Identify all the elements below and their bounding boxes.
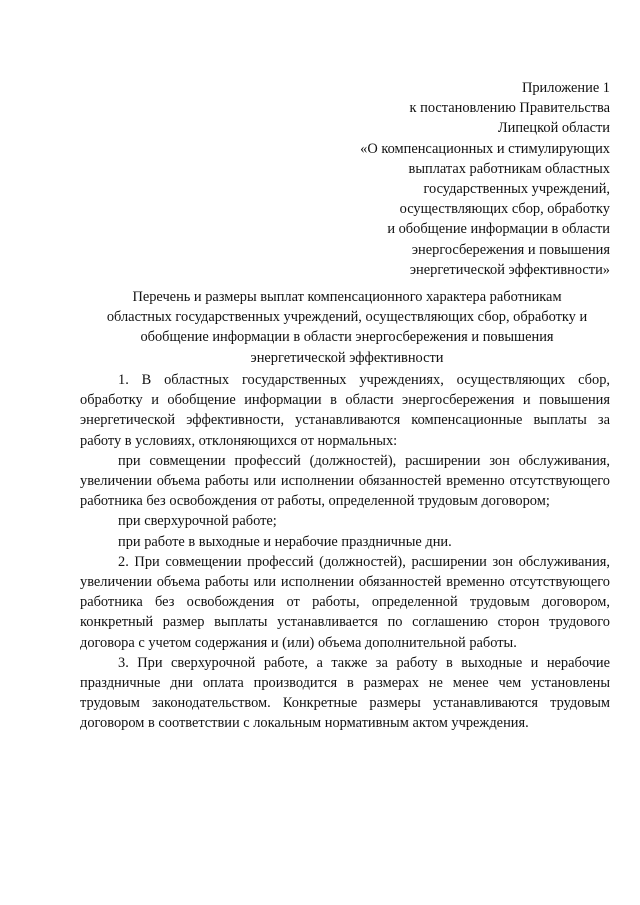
appendix-line: государственных учреждений,: [423, 181, 610, 198]
body-paragraph: 2. При совмещении профессий (должностей), расширении зон обслуживания, увеличении объема работы или исполнении обязанностей временно отсутствующего работника без освобождения от работы, определенной трудовым договором, конкретный размер выплаты устанавливается по соглашению сторон трудового договора с учетом содержания и (или) объема дополнительной работы.: [80, 553, 610, 651]
appendix-line: и обобщение информации в области: [387, 221, 610, 238]
body-paragraph: при работе в выходные и нерабочие праздничные дни.: [118, 533, 452, 550]
title-line: Перечень и размеры выплат компенсационного характера работникам: [132, 289, 562, 305]
document-title: [80, 287, 614, 368]
title-line: обобщение информации в области энергосбережения и повышения: [140, 329, 554, 346]
appendix-line: энергетической эффективности»: [409, 261, 610, 278]
body-paragraph: при совмещении профессий (должностей), расширении зон обслуживания, увеличении объема работы или исполнении обязанностей временно отсутствующего работника без освобождения от работы, определенной трудовым договором;: [80, 452, 610, 510]
appendix-line: энергосбережения и повышения: [411, 241, 610, 258]
body-paragraph: 1. В областных государственных учреждениях, осуществляющих сбор, обработку и обобщение информации в области энергосбережения и повышения энергетической эффективности, устанавливаются компенсационные выплаты за работу в условиях, отклоняющихся от нормальных:: [80, 372, 610, 449]
title-line: энергетической эффективности: [250, 349, 444, 366]
appendix-line: к постановлению Правительства: [409, 100, 610, 117]
document-body: [80, 370, 610, 734]
appendix-line: Липецкой области: [497, 120, 610, 137]
appendix-line: выплатах работникам областных: [408, 160, 610, 177]
appendix-header: [310, 78, 610, 280]
appendix-line: Приложение 1: [521, 80, 610, 96]
body-paragraph: 3. При сверхурочной работе, а также за работу в выходные и нерабочие праздничные дни оплата производится в размерах не менее чем установлены трудовым законодательством. Конкретные размеры устанавливаются трудовым договором в соответствии с локальным нормативным актом учреждения.: [80, 654, 610, 732]
body-paragraph: при сверхурочной работе;: [118, 513, 277, 530]
title-line: областных государственных учреждений, осуществляющих сбор, обработку и: [106, 309, 588, 326]
appendix-line: осуществляющих сбор, обработку: [399, 201, 610, 218]
appendix-line: «О компенсационных и стимулирующих: [360, 140, 610, 157]
